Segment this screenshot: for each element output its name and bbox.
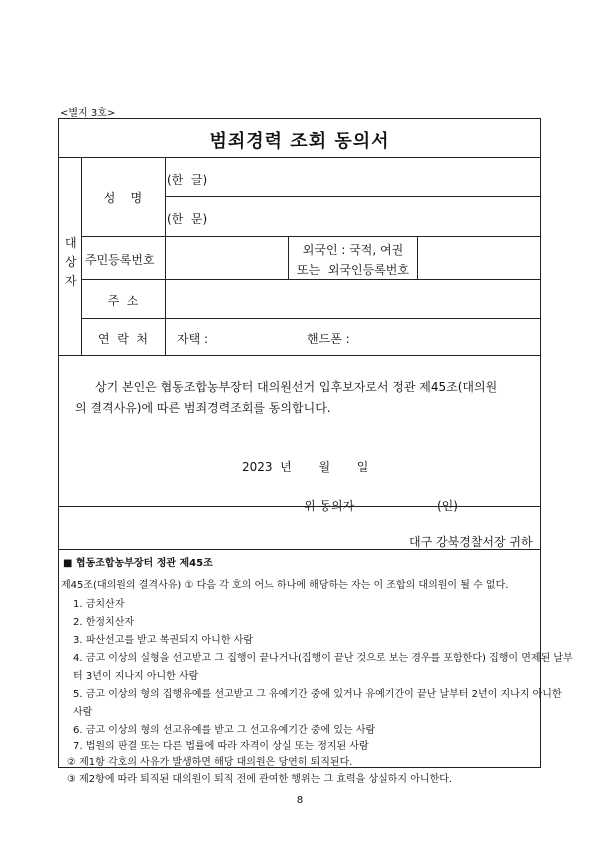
signer-label: 위 동의자 (304, 499, 355, 513)
subject-label-char-2: 상 (65, 255, 77, 269)
section-divider (59, 355, 540, 356)
articles-excerpt (58, 550, 573, 785)
foreigner-label-line1: 외국인 : 국적, 여권 (302, 243, 404, 257)
consent-line-2: 의 결격사유)에 따른 범죄경력조회를 동의합니다. (75, 401, 331, 415)
rules-title: ■ 협동조합농부장터 정관 제45조 (63, 558, 213, 569)
form-number: <별지 3호> (60, 108, 116, 119)
seal-label[interactable]: (인) (437, 499, 458, 513)
home-phone-label[interactable]: 자택 : (177, 332, 209, 346)
rules-item-7: 7. 법원의 판결 또는 다른 법률에 따라 자격이 상실 또는 정지된 사람 (73, 741, 369, 752)
title-divider (59, 157, 540, 158)
date-line: 2023 년 월 일 (242, 460, 369, 474)
rules-item-4: 4. 금고 이상의 실형을 선고받고 그 집행이 끝나거나(집행이 끝난 것으로 보는 경우를 포함한다) 집행이 면제된 날부 (73, 653, 573, 664)
foreigner-label-line2: 또는 외국인등록번호 (297, 263, 409, 277)
contact-label: 연 락 처 (97, 332, 149, 346)
rules-item-6: 6. 금고 이상의 형의 선고유예를 받고 그 선고유예기간 중에 있는 사람 (73, 725, 376, 736)
signature-divider (59, 506, 540, 507)
consent-form (58, 118, 541, 550)
rules-item-1: 1. 금치산자 (73, 599, 125, 610)
subject-label-char-1: 대 (65, 236, 77, 250)
address-label: 주 소 (107, 294, 139, 308)
name-label: 성 명 (103, 191, 143, 205)
name-divider (165, 196, 540, 197)
name-chinese-field[interactable]: (한 문) (167, 212, 208, 226)
row-divider-3 (81, 318, 540, 319)
rules-paragraph-2: ② 제1항 각호의 사유가 발생하면 해당 대의원은 당연히 퇴직된다. (67, 757, 353, 768)
resident-id-field[interactable] (166, 237, 288, 279)
rules-intro: 제45조(대의원의 결격사유) ① 다음 각 호의 어느 하나에 해당하는 자는 이 조합의 대의원이 될 수 없다. (61, 580, 509, 591)
rules-item-2: 2. 한정치산자 (73, 617, 135, 628)
rules-item-4-cont: 터 3년이 지나지 아니한 사람 (73, 671, 199, 682)
rules-item-5: 5. 금고 이상의 형의 집행유예를 선고받고 그 유예기간 중에 있거나 유예기간이 끝난 날부터 2년이 지나지 아니한 (73, 689, 562, 700)
addressee: 대구 강북경찰서장 귀하 (409, 535, 533, 549)
rules-paragraph-3: ③ 제2항에 따라 퇴직된 대의원이 퇴직 전에 관여한 행위는 그 효력을 상실하지 아니한다. (67, 774, 453, 785)
foreigner-id-field[interactable] (418, 237, 540, 279)
subject-column-divider (81, 157, 82, 355)
consent-line-1: 상기 본인은 협동조합농부장터 대의원선거 입후보자로서 정관 제45조(대의원 (95, 380, 498, 394)
subject-label-char-3: 자 (65, 274, 77, 288)
address-field[interactable] (166, 280, 540, 318)
form-title: 범죄경력 조회 동의서 (209, 131, 390, 152)
page-number: 8 (296, 795, 304, 806)
resident-id-label: 주민등록번호 (85, 253, 155, 267)
mobile-label[interactable]: 핸드폰 : (307, 332, 350, 346)
rules-item-3: 3. 파산선고를 받고 복권되지 아니한 사람 (73, 635, 253, 646)
name-korean-field[interactable]: (한 글) (167, 173, 208, 187)
rules-item-5-cont: 사람 (73, 707, 93, 718)
